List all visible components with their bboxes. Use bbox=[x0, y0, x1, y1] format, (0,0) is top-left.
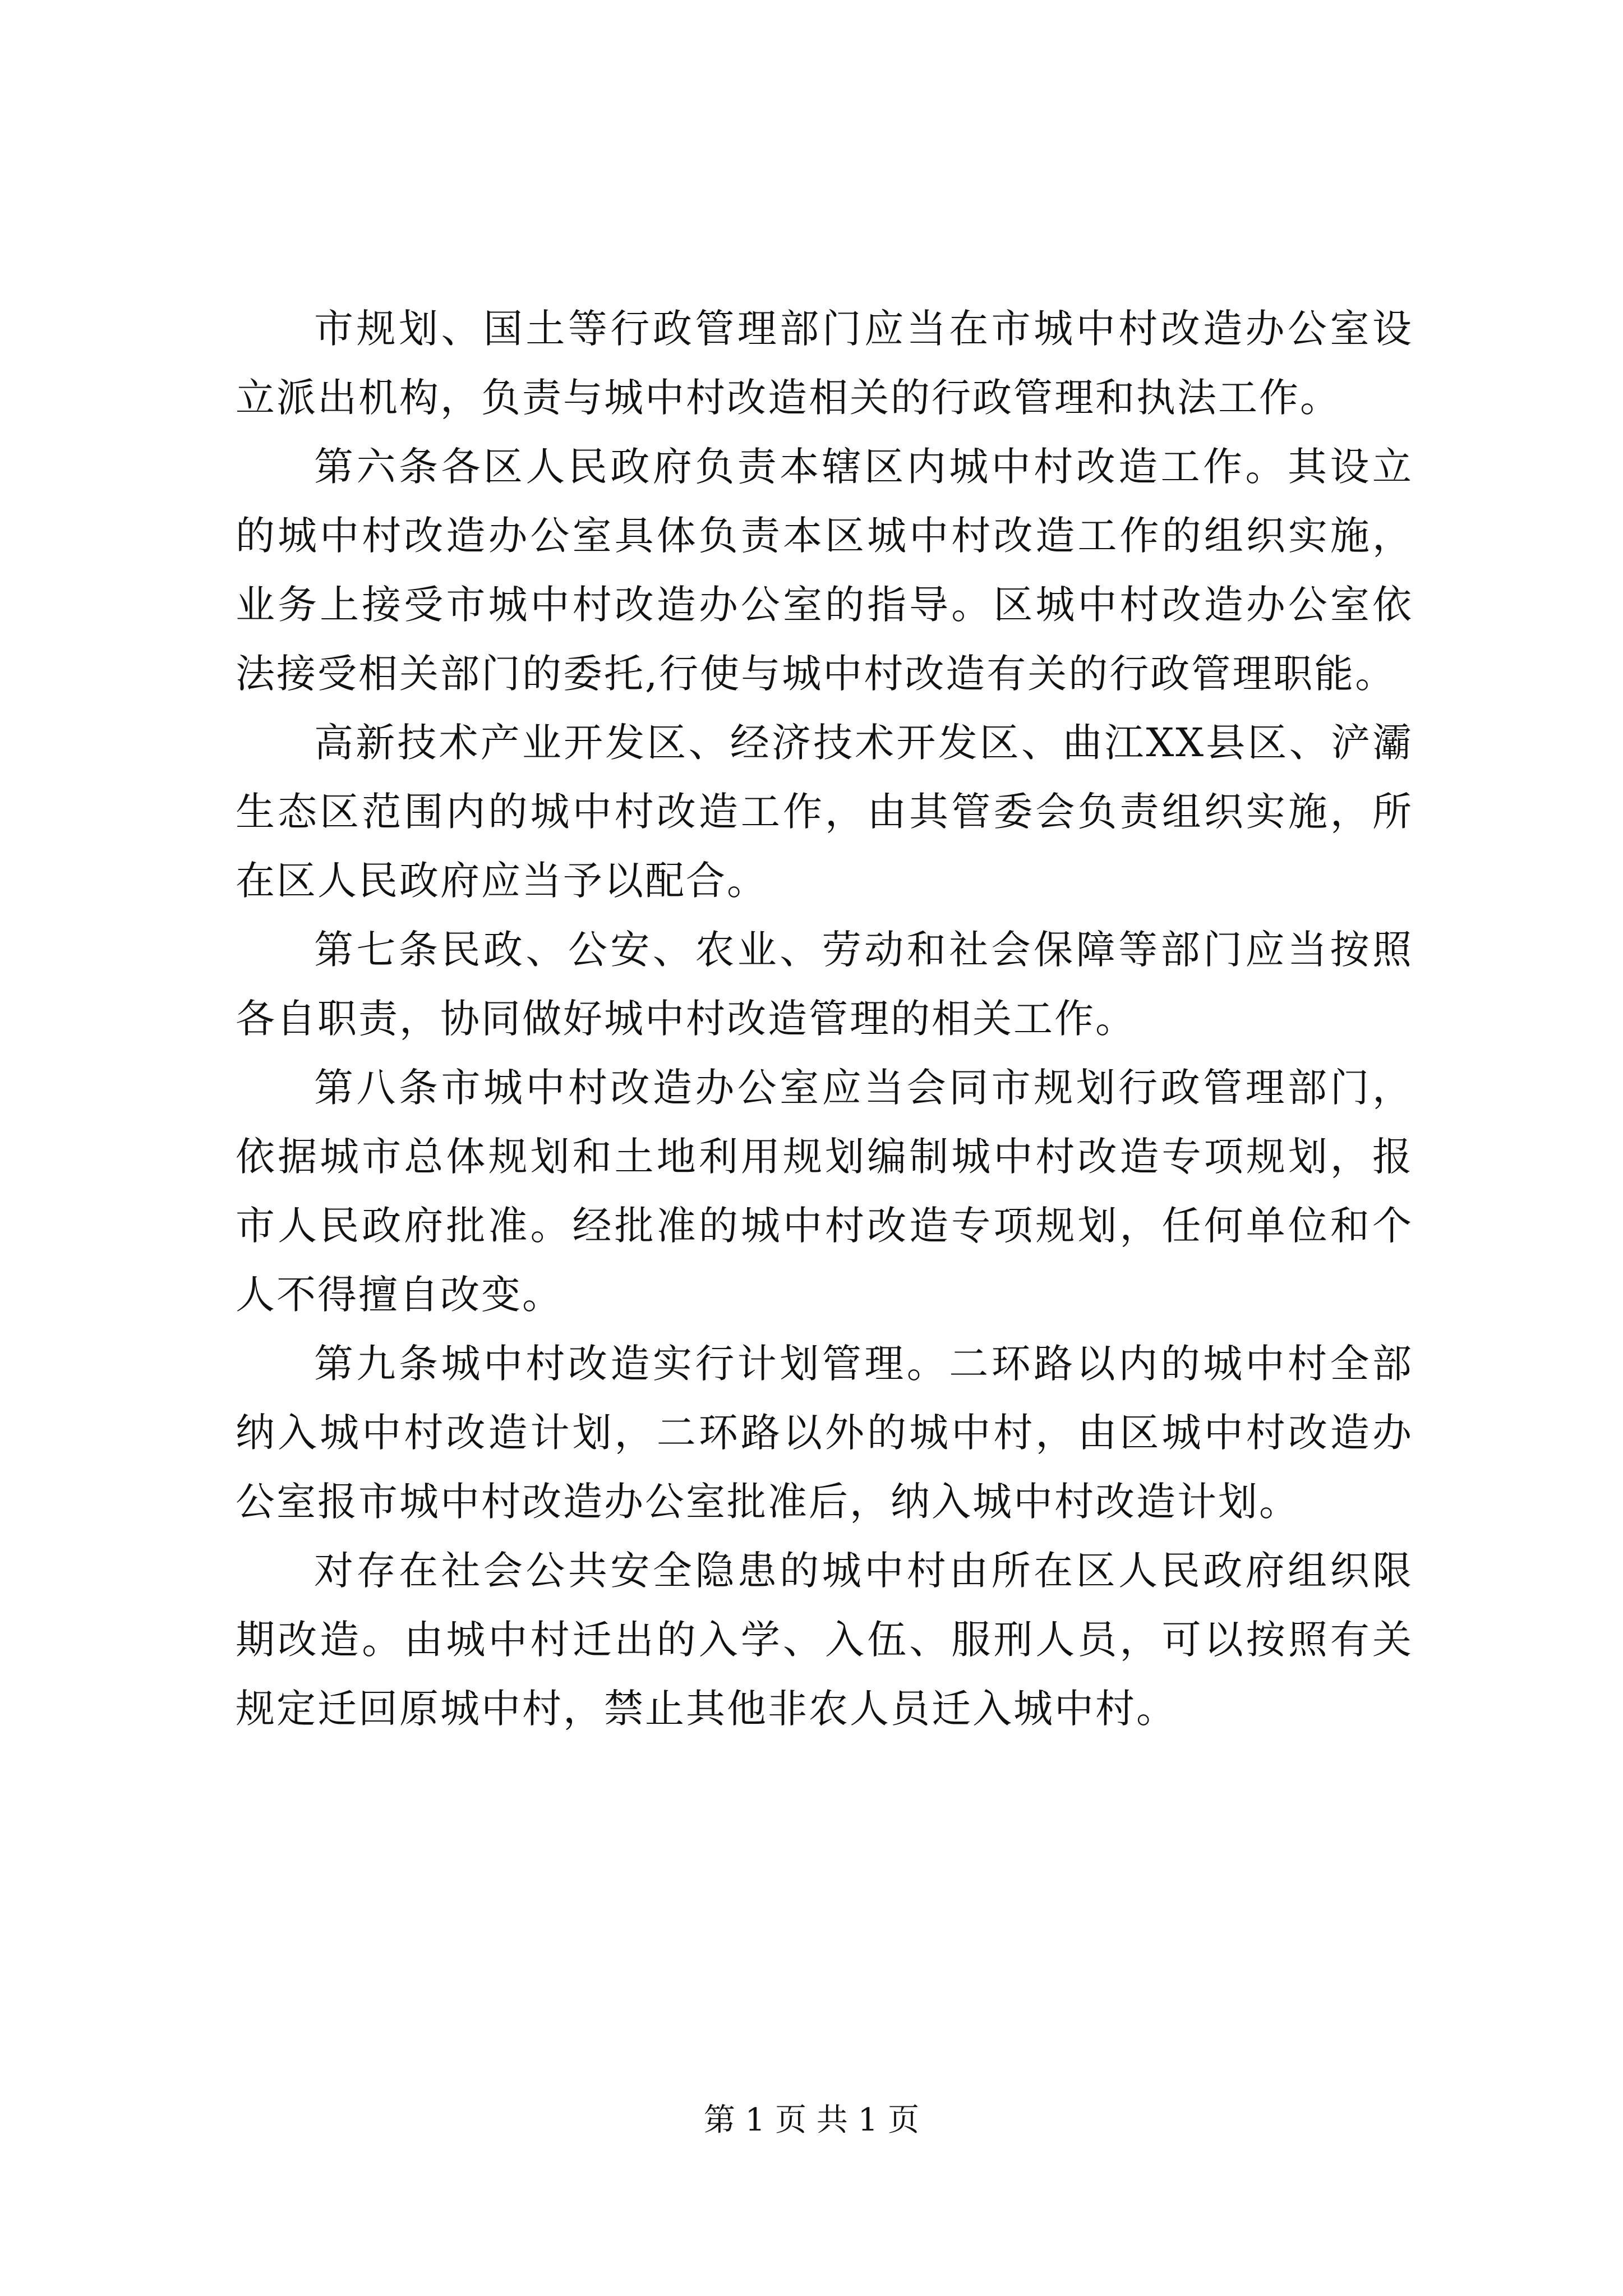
page-footer: 第 1 页 共 1 页 bbox=[703, 2102, 920, 2138]
paragraph-5: 第八条市城中村改造办公室应当会同市规划行政管理部门，依据城市总体规划和土地利用规划编制城中村改造专项规划，报市人民政府批准。经批准的城中村改造专项规划，任何单位和个人不得擅自改变。 bbox=[236, 1065, 1413, 1318]
document-body bbox=[236, 295, 1413, 1743]
paragraph-3: 高新技术产业开发区、经济技术开发区、曲江XX县区、浐灞生态区范围内的城中村改造工作，由其管委会负责组织实施，所在区人民政府应当予以配合。 bbox=[236, 720, 1413, 904]
paragraph-1: 市规划、国土等行政管理部门应当在市城中村改造办公室设立派出机构，负责与城中村改造相关的行政管理和执法工作。 bbox=[236, 306, 1413, 421]
paragraph-7: 对存在社会公共安全隐患的城中村由所在区人民政府组织限期改造。由城中村迁出的入学、入伍、服刑人员，可以按照有关规定迁回原城中村，禁止其他非农人员迁入城中村。 bbox=[236, 1548, 1413, 1732]
paragraph-6: 第九条城中村改造实行计划管理。二环路以内的城中村全部纳入城中村改造计划，二环路以外的城中村，由区城中村改造办公室报市城中村改造办公室批准后，纳入城中村改造计划。 bbox=[236, 1341, 1413, 1525]
paragraph-4: 第七条民政、公安、农业、劳动和社会保障等部门应当按照各自职责，协同做好城中村改造管理的相关工作。 bbox=[236, 927, 1413, 1042]
paragraph-2: 第六条各区人民政府负责本辖区内城中村改造工作。其设立的城中村改造办公室具体负责本区城中村改造工作的组织实施，业务上接受市城中村改造办公室的指导。区城中村改造办公室依法接受相关部门的委托,行使与城中村改造有关的行政管理职能。 bbox=[236, 444, 1413, 697]
